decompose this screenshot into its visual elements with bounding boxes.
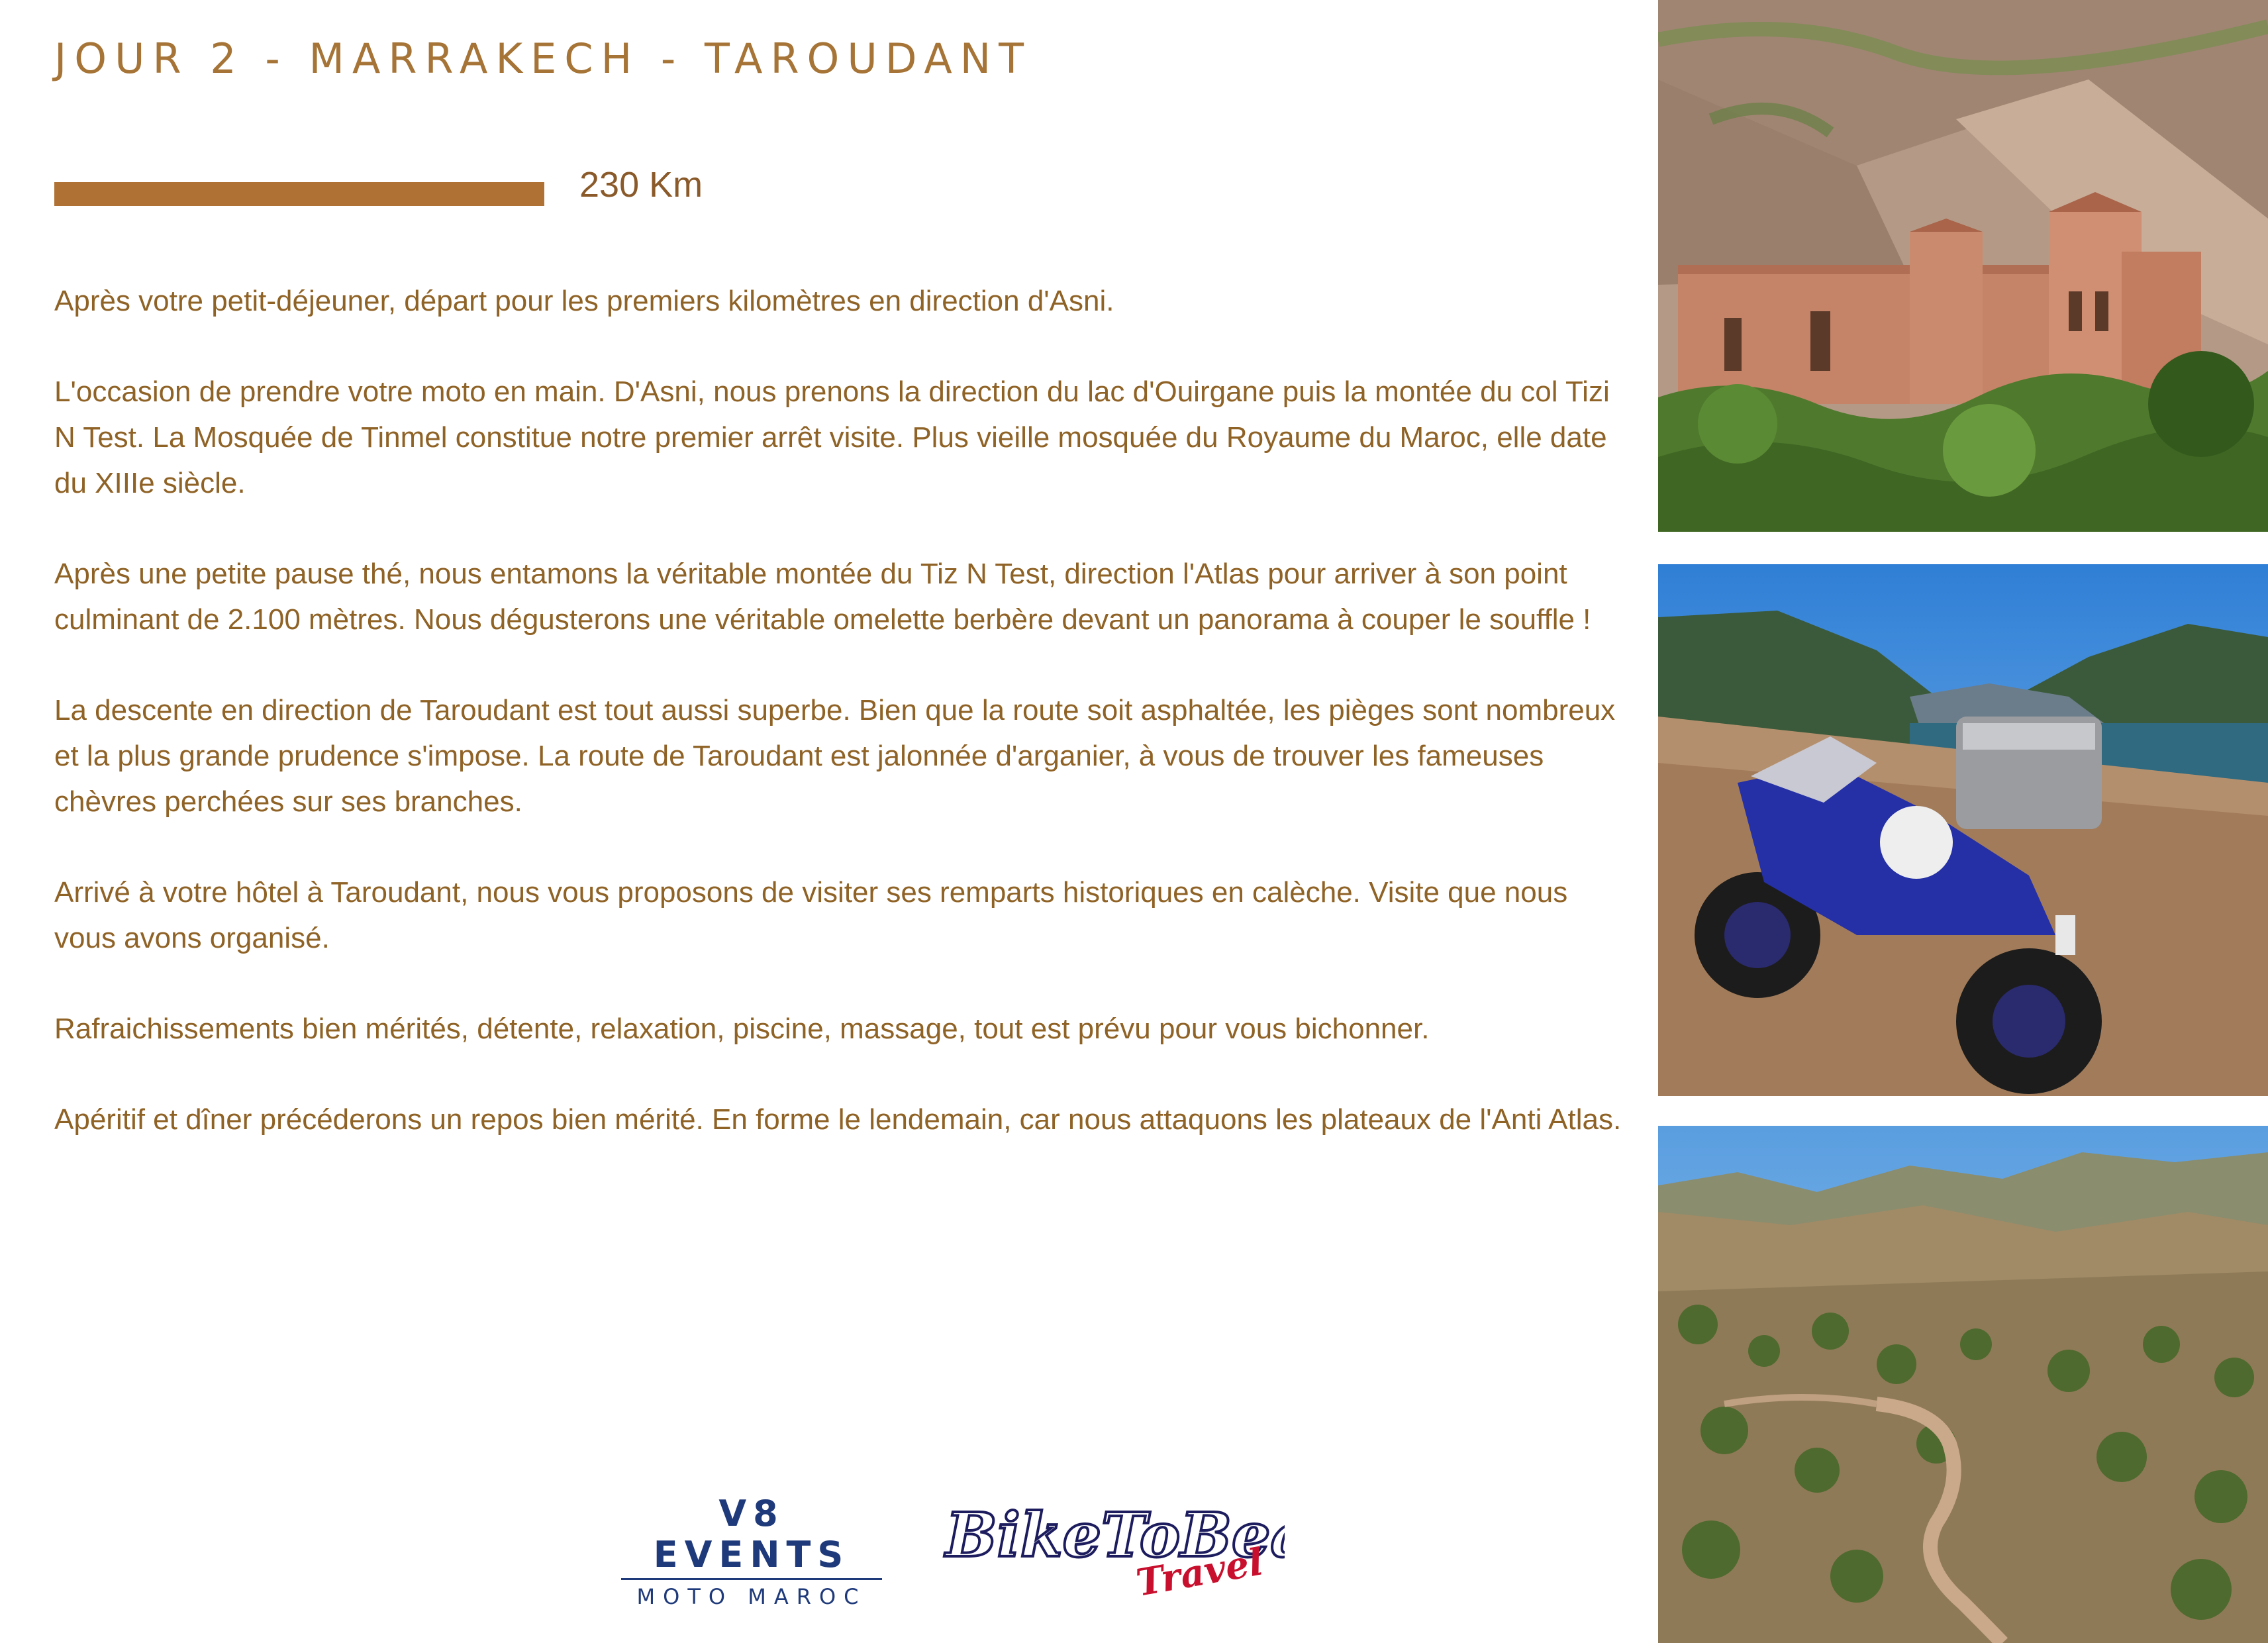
paragraph: Rafraichissements bien mérités, détente, relaxation, piscine, massage, tout est prévu pour vous bichonner.: [54, 1013, 1430, 1045]
mosque-photo: [1658, 0, 2268, 532]
btb-logo-sub-text: Travel: [1132, 1540, 1267, 1605]
v8-events-logo-title: V8 EVENTS: [653, 1493, 850, 1575]
v8-events-logo: [616, 1493, 887, 1609]
itinerary-text: [54, 278, 1624, 1187]
paragraph: La descente en direction de Taroudant est tout aussi superbe. Bien que la route soit asphaltée, les pièges sont nombreux et la plus grande prudence s'impose. La route de Taroudant est jalonnée d'arganier, à vous de trouver les fameuses chèvres perchées sur ses branches.: [54, 694, 1616, 818]
mountain-road-photo: [1658, 1126, 2268, 1643]
distance-label: 230 Km: [579, 165, 703, 205]
distance-bar: [54, 182, 544, 206]
motorcycle-photo: [1658, 564, 2268, 1096]
bike-to-beach-logo: [940, 1483, 1285, 1609]
btb-logo-main-text: BikeToBe: [946, 1499, 1271, 1571]
page-title: JOUR 2 - MARRAKECH - TAROUDANT: [54, 34, 1032, 83]
paragraph: Arrivé à votre hôtel à Taroudant, nous vous proposons de visiter ses remparts historiques en calèche. Visite que nous vous avons organisé.: [54, 876, 1568, 954]
v8-events-logo-subtitle: MOTO MAROC: [636, 1584, 867, 1609]
paragraph: Apéritif et dîner précéderons un repos bien mérité. En forme le lendemain, car nous attaquons les plateaux de l'Anti Atlas.: [54, 1103, 1622, 1136]
paragraph: L'occasion de prendre votre moto en main. D'Asni, nous prenons la direction du lac d'Ouirgane puis la montée du col Tizi N Test. La Mosquée de Tinmel constitue notre premier arrêt visite. Plus vieille mosquée du Royaume du Maroc, elle date du XIIIe siècle.: [54, 375, 1610, 499]
paragraph: Après une petite pause thé, nous entamons la véritable montée du Tiz N Test, direction l'Atlas pour arriver à son point culminant de 2.100 mètres. Nous dégusterons une véritable omelette berbère devant un panorama à couper le souffle !: [54, 558, 1591, 636]
paragraph: Après votre petit-déjeuner, départ pour les premiers kilomètres en direction d'Asni.: [54, 285, 1114, 317]
